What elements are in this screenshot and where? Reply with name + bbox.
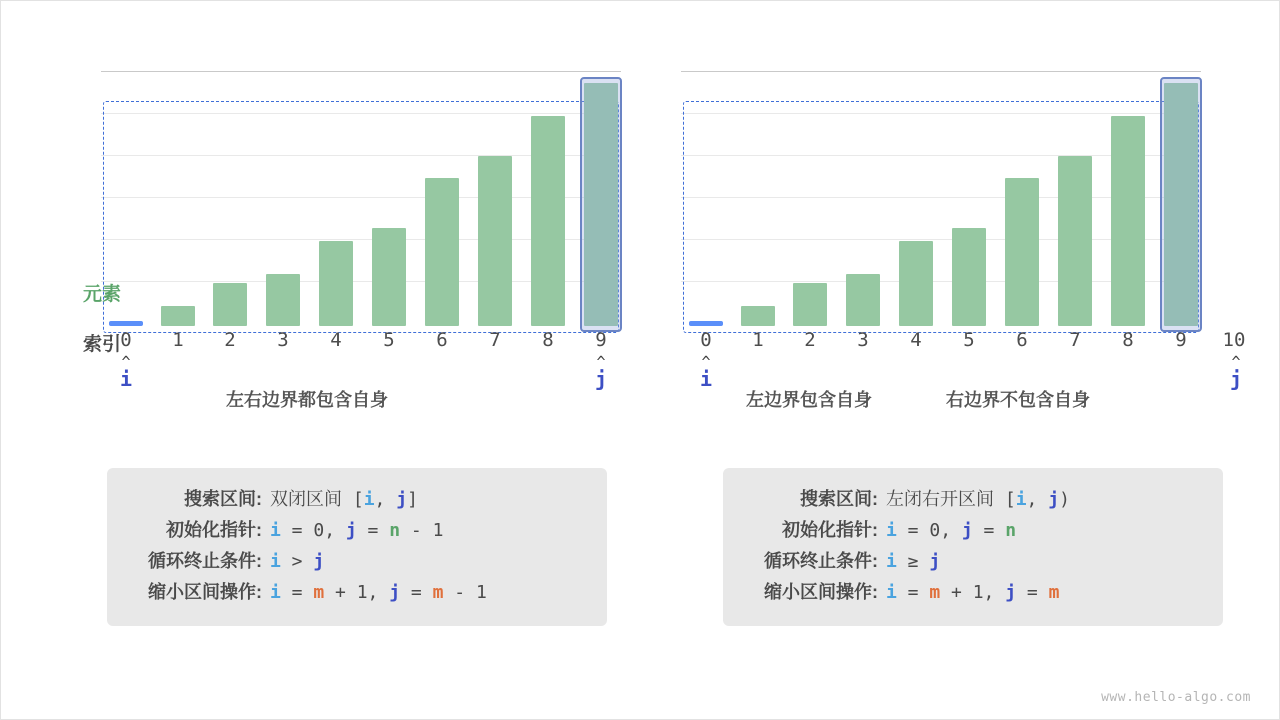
bar-2 <box>213 283 247 326</box>
pointer-i-closed <box>109 353 143 391</box>
pointer-label-j: j <box>1229 367 1243 391</box>
bar-7 <box>478 156 512 326</box>
info-label: 循环终止条件: <box>148 551 262 571</box>
info-label: 循环终止条件: <box>764 551 878 571</box>
bar-0 <box>689 321 723 326</box>
panel-closed-interval <box>61 61 621 421</box>
bar-3 <box>266 274 300 326</box>
info-row <box>743 546 1203 577</box>
tick-9: 9 <box>595 329 607 351</box>
tick-10: 10 <box>1222 329 1246 351</box>
bar-chart-half-open <box>681 71 1201 326</box>
tick-5: 5 <box>963 329 975 351</box>
caret-icon: ^ <box>596 353 606 371</box>
tick-4: 4 <box>910 329 922 351</box>
bar-6 <box>1005 178 1039 326</box>
info-row <box>127 577 587 608</box>
bar-0 <box>109 321 143 326</box>
bar-group <box>681 71 1201 326</box>
info-value: 双闭区间 [i, j] <box>270 489 418 510</box>
bar-8 <box>531 116 565 326</box>
caption-right-exclusive: 右边界不包含自身 <box>946 390 1090 410</box>
bar-1 <box>741 306 775 326</box>
info-label: 缩小区间操作: <box>764 582 878 602</box>
info-label: 搜索区间: <box>184 489 262 509</box>
tick-9: 9 <box>1175 329 1187 351</box>
info-row <box>743 484 1203 515</box>
tick-1: 1 <box>752 329 764 351</box>
tick-4: 4 <box>330 329 342 351</box>
pointer-label-j: j <box>594 367 608 391</box>
info-value: i = 0, j = n <box>886 520 1017 541</box>
bar-7 <box>1058 156 1092 326</box>
caption-closed: 左右边界都包含自身 <box>226 390 388 410</box>
axis-ticks-closed <box>101 329 621 355</box>
bar-4 <box>899 241 933 326</box>
bar-1 <box>161 306 195 326</box>
tick-3: 3 <box>277 329 289 351</box>
panel-half-open-interval <box>641 61 1246 421</box>
info-label: 初始化指针: <box>782 520 878 540</box>
info-row <box>127 484 587 515</box>
tick-2: 2 <box>804 329 816 351</box>
tick-3: 3 <box>857 329 869 351</box>
bar-6 <box>425 178 459 326</box>
tick-7: 7 <box>489 329 501 351</box>
tick-2: 2 <box>224 329 236 351</box>
info-value: 左闭右开区间 [i, j) <box>886 489 1070 510</box>
caption-left-inclusive: 左边界包含自身 <box>746 390 872 410</box>
tick-7: 7 <box>1069 329 1081 351</box>
bar-group <box>101 71 621 326</box>
info-label: 缩小区间操作: <box>148 582 262 602</box>
pointer-label-i: i <box>699 367 713 391</box>
bar-2 <box>793 283 827 326</box>
tick-8: 8 <box>542 329 554 351</box>
tick-1: 1 <box>172 329 184 351</box>
caret-icon: ^ <box>121 353 131 371</box>
info-value: i ≥ j <box>886 551 941 572</box>
pointer-j-closed <box>584 353 618 391</box>
info-box-half-open <box>723 468 1223 626</box>
tick-5: 5 <box>383 329 395 351</box>
tick-0: 0 <box>120 329 132 351</box>
highlight-box-j <box>580 77 622 332</box>
info-value: i = 0, j = n - 1 <box>270 520 444 541</box>
caret-icon: ^ <box>1231 353 1241 371</box>
pointer-j-half-open <box>1219 353 1253 391</box>
tick-8: 8 <box>1122 329 1134 351</box>
index-row-label: 索引 <box>82 334 121 355</box>
info-row <box>743 577 1203 608</box>
bar-5 <box>372 228 406 326</box>
info-value: i = m + 1, j = m - 1 <box>270 582 487 603</box>
highlight-box-last <box>1160 77 1202 332</box>
tick-6: 6 <box>1016 329 1028 351</box>
info-row <box>127 515 587 546</box>
bar-8 <box>1111 116 1145 326</box>
caret-icon: ^ <box>701 353 711 371</box>
bar-3 <box>846 274 880 326</box>
info-label: 搜索区间: <box>800 489 878 509</box>
info-box-closed <box>107 468 607 626</box>
element-row-label: 元素 <box>82 284 121 305</box>
axis-ticks-half-open <box>681 329 1256 355</box>
bar-chart-closed <box>101 71 621 326</box>
info-row <box>743 515 1203 546</box>
watermark: www.hello-algo.com <box>1101 690 1251 705</box>
pointer-i-half-open <box>689 353 723 391</box>
bar-4 <box>319 241 353 326</box>
info-value: i > j <box>270 551 325 572</box>
tick-6: 6 <box>436 329 448 351</box>
pointer-label-i: i <box>119 367 133 391</box>
info-label: 初始化指针: <box>166 520 262 540</box>
info-row <box>127 546 587 577</box>
info-value: i = m + 1, j = m <box>886 582 1060 603</box>
bar-5 <box>952 228 986 326</box>
tick-0: 0 <box>700 329 712 351</box>
